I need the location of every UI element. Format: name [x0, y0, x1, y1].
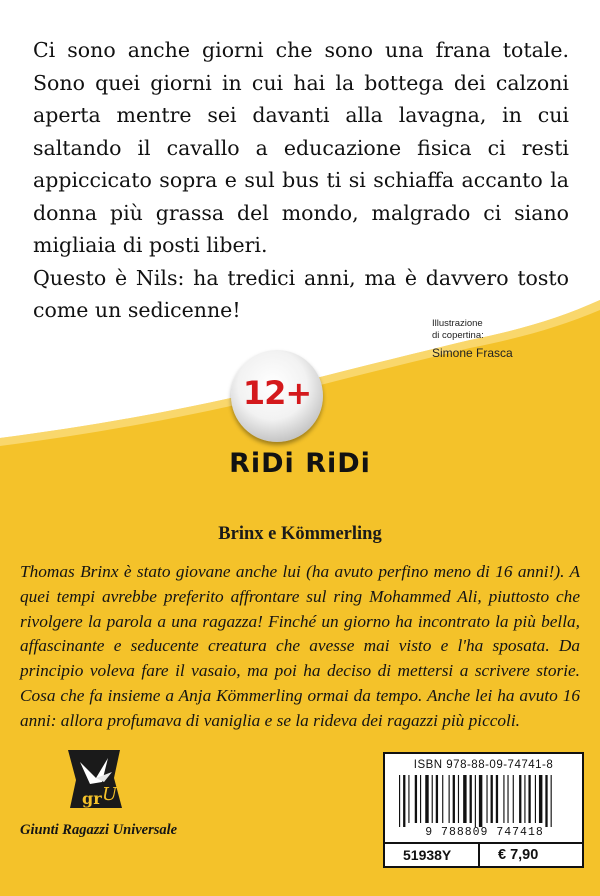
giunti-ragazzi-logo-icon	[62, 748, 126, 810]
barcode-panel	[383, 752, 584, 844]
credit-label-line-1: Illustrazione	[432, 318, 483, 329]
age-rating-badge	[231, 350, 323, 442]
credit-label-line-2: di copertina:	[432, 330, 484, 341]
back-cover-blurb	[33, 34, 569, 327]
barcode-bar	[436, 775, 438, 823]
barcode-bar	[507, 775, 508, 823]
barcode-bar	[503, 775, 504, 823]
barcode-bar	[408, 775, 409, 823]
barcode-bar	[496, 775, 498, 823]
barcode-bar	[432, 775, 433, 823]
barcode-bar	[524, 775, 525, 823]
barcode-bar	[545, 775, 547, 827]
barcode-bar	[486, 775, 487, 823]
blurb-paragraph-2: Questo è Nils: ha tredici anni, ma è davvero tosto come un sedicenne!	[33, 265, 569, 322]
barcode-bar	[420, 775, 421, 823]
svg-text:gr: gr	[82, 789, 102, 808]
barcode-bar	[519, 775, 521, 823]
illustrator-name: Simone Frasca	[432, 346, 513, 360]
barcode-bar	[415, 775, 417, 823]
ean-digits: 9 788809 747418	[425, 826, 544, 839]
publisher-name: Giunti Ragazzi Universale	[20, 822, 178, 838]
authors-bio: Thomas Brinx è stato giovane anche lui (ha avuto perfino meno di 16 anni!). A quei tempi avrebbe preferito affrontare sul ring Mohammed Ali, piuttosto che rivolgere la parola a una ragazza! Finché un giorno ha incontrato la più bella, affascinante e seducente creatura che avesse mai visto e l'ha sposata. Da principio voleva fare il vasaio, ma poi ha deciso di mettersi a scrivere storie. Cosa che fa insieme a Anja Kömmerling ormai da tempo. Anche lei ha avuto 16 anni: allora profumava di vaniglia e se la rideva dei ragazzi più piccoli.	[20, 562, 580, 730]
barcode-bar	[513, 775, 514, 823]
barcode-bar	[539, 775, 542, 823]
price: € 7,90	[480, 844, 584, 868]
barcode-bar	[470, 775, 472, 823]
barcode-bar	[463, 775, 466, 823]
age-rating-text: 12+	[242, 374, 312, 412]
product-code: 51938Y	[383, 844, 480, 868]
barcode-bar	[442, 775, 443, 823]
authors-heading: Brinx e Kömmerling	[218, 524, 382, 544]
blurb-paragraph-1: Ci sono anche giorni che sono una frana totale. Sono quei giorni in cui hai la bottega dei calzoni aperta mentre sei davanti alla lavagna, in cui saltando il cavallo a educazione fisica ci resti appiccicato sopra e sul bus ti si schiaffa accanto la donna più grassa del mondo, malgrado ci siano migliaia di posti liberi.	[33, 38, 569, 257]
illustration-credit	[432, 318, 572, 362]
svg-text:U: U	[102, 784, 118, 805]
isbn-number: ISBN 978-88-09-74741-8	[413, 759, 554, 771]
barcode-bar	[399, 775, 400, 827]
barcode-bar	[403, 775, 405, 827]
barcode-bar	[551, 775, 552, 827]
barcode-bar	[425, 775, 428, 823]
series-name: RiDi RiDi	[229, 448, 371, 479]
barcode-bar	[453, 775, 455, 823]
barcode-bar	[475, 775, 476, 827]
barcode-bar	[528, 775, 530, 823]
barcode-bar	[449, 775, 450, 823]
barcode-bars	[397, 775, 575, 827]
barcode-bar	[458, 775, 459, 823]
barcode-bar	[491, 775, 493, 823]
barcode-bar	[535, 775, 536, 823]
barcode-bar	[479, 775, 482, 827]
